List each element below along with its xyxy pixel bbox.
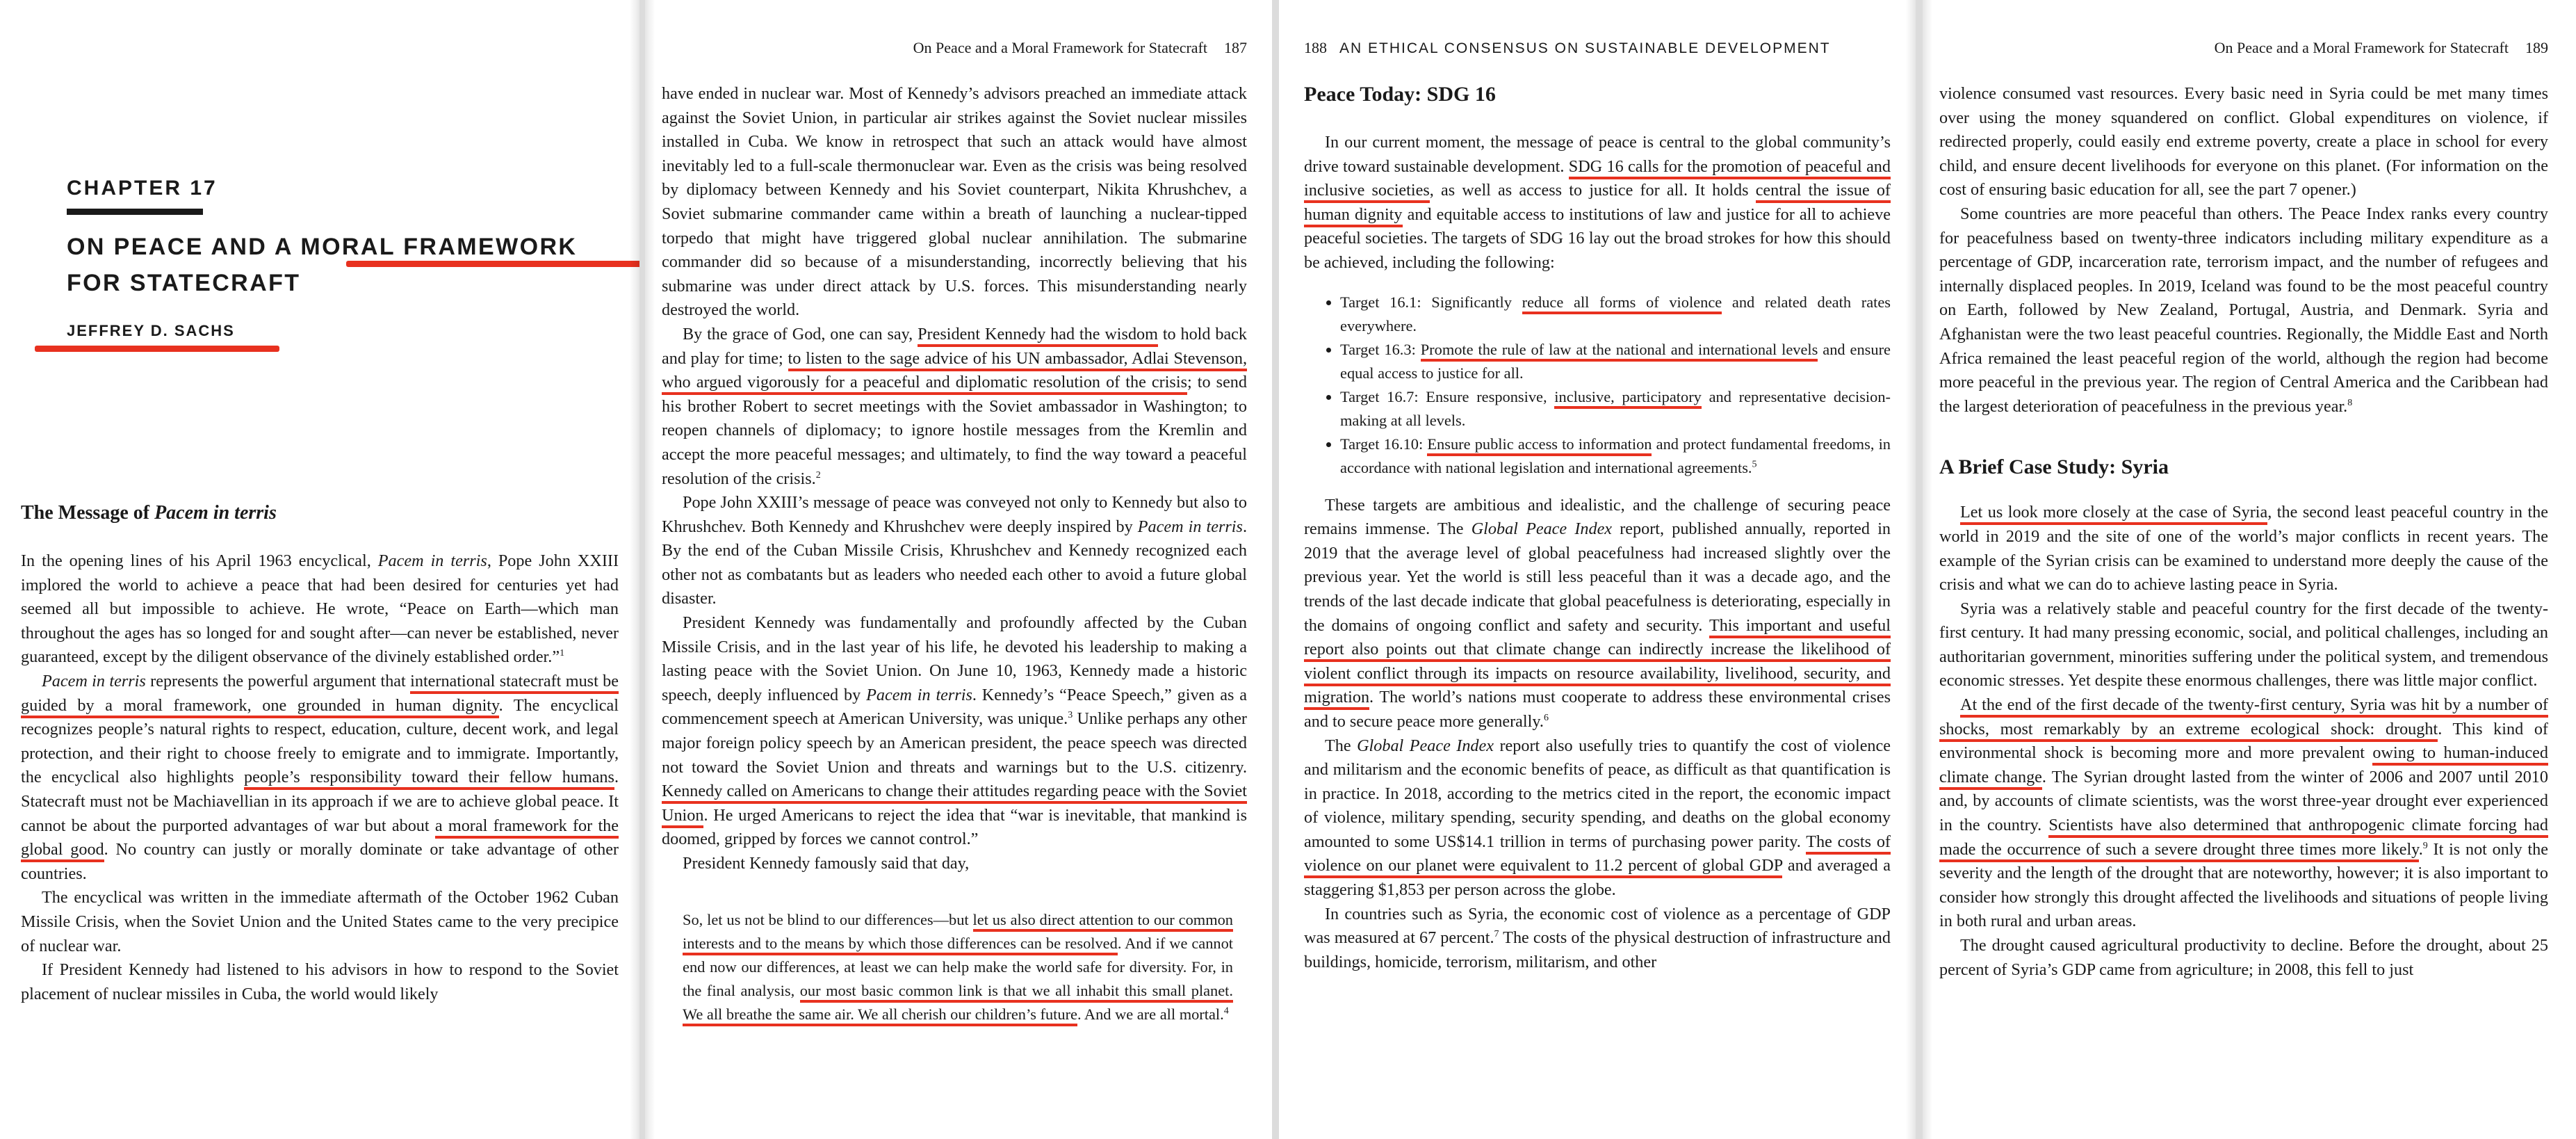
paragraph: If President Kennedy had listened to his advisors in how to respond to the Soviet placement of nuclear missiles in Cuba, the world would likely xyxy=(21,960,619,1003)
italic-text: Pacem in terris xyxy=(866,685,972,704)
author-highlight-underline xyxy=(35,346,279,352)
text-run: . The world’s nations must cooperate to address these environmental crises and to secure peace more generally. xyxy=(1304,688,1891,731)
paragraph xyxy=(1304,494,1891,734)
footnote-marker: 5 xyxy=(1752,459,1757,470)
text-run: . Kennedy’s “Peace Speech,” given as a commencement speech at American University, was unique. xyxy=(662,685,1248,729)
chapter-title xyxy=(67,229,619,301)
text-run: report, published annually, reported in 2019 that the average level of global peacefulness had increased slightly over the previous year. Yet the world is still less peaceful than it was a decade ago, and the trends of the last decade indicate that global peacefulness is deteriorating, especially in the domains of ongoing conflict and safety and security. xyxy=(1304,519,1891,635)
underlined-text: Let us look more closely at the case of Syria xyxy=(1960,503,2267,525)
text-run: Some countries are more peaceful than others. The Peace Index ranks every country for peacefulness based on twenty-three indicators including military expenditure as a percentage of GDP, incarceration rate, terrorism impact, and the number of refugees and internally displaced peoples. In 2019, Iceland was found to be the most peaceful country on Earth, followed by New Zealand, Portugal, Austria, and Denmark. Syria and Afghanistan were the two least peaceful countries. Regionally, the Middle East and North Africa remained the least peaceful region of the world, although the region had become more peaceful in the previous year. The region of Central America and the Caribbean had the largest deterioration of peacefulness in the previous year. xyxy=(1939,204,2548,416)
section-heading: Peace Today: SDG 16 xyxy=(1304,83,1496,106)
list-item xyxy=(1340,338,1891,385)
italic-text: Global Peace Index xyxy=(1357,736,1494,755)
running-head xyxy=(1304,35,1891,61)
text-run: , the second least peaceful country in the world in 2019 and the site of one of the world’s major conflicts in recent years. The example of the Syrian crisis can be examined to understand more deeply the cause of the crisis and what we can do to achieve lasting peace in Syria. xyxy=(1939,503,2548,595)
text-run: Unlike perhaps any other major foreign policy speech by an American president, the peace speech was directed not toward the Soviet Union and threats and warnings but to the U.S. citizenry. xyxy=(662,709,1247,777)
underlined-text: Scientists have also determined that anthropogenic climate forcing had made the occurrence of such a severe drought three times more likely xyxy=(1939,816,2548,862)
text-run: Pope John XXIII’s message of peace was conveyed not only to Kennedy but also to Khrushchev. Both Kennedy and Khrushchev were deeply inspired by xyxy=(662,493,1247,536)
chapter-label: CHAPTER 17 xyxy=(67,177,218,200)
paragraph xyxy=(21,549,619,670)
chapter-author: JEFFREY D. SACHS xyxy=(67,322,235,339)
underlined-text: The costs of violence on our planet were equivalent to 11.2 percent of global GDP xyxy=(1304,832,1891,879)
title-highlight-underline xyxy=(346,261,639,267)
underlined-text: At the end of the first decade of the twenty-first century, Syria was hit by a number of shocks, most remarkably by an extreme ecological shock: drought xyxy=(1939,695,2548,742)
paragraph xyxy=(662,323,1247,491)
section-heading xyxy=(21,501,619,526)
list-item xyxy=(1340,291,1891,338)
paragraph xyxy=(1939,693,2548,934)
text-run: , Pope John XXIII implored the world to achieve a peace that had been desired for centuries yet had seemed all but impossible to achieve. He wrote, “Peace on Earth—which man throughout the ages has so longed for and sought after—can never be established, never guaranteed, except by the diligent observance of the divinely established order.” xyxy=(21,551,619,667)
paragraph xyxy=(662,491,1247,611)
block-quote xyxy=(683,908,1233,1026)
text-run: The xyxy=(1325,736,1358,755)
page-1 xyxy=(0,0,639,1139)
underlined-text: Promote the rule of law at the national and international levels xyxy=(1421,341,1818,362)
text-run: The costs of the physical destruction of infrastructure and buildings, homicide, terrorism, militarism, and other xyxy=(1304,928,1891,971)
chapter-title-line-2: FOR STATECRAFT xyxy=(67,270,301,296)
underlined-text: SDG 16 calls for the promotion of peaceful and inclusive societies xyxy=(1304,157,1891,204)
text-run: . This kind of environmental shock is becoming more and more prevalent xyxy=(1939,719,2548,763)
paragraph xyxy=(1939,202,2548,419)
underlined-text: owing to human-induced climate change xyxy=(1939,743,2548,790)
list-item xyxy=(1340,385,1891,433)
text-run: Target 16.10: xyxy=(1340,435,1428,453)
sdg-target-list xyxy=(1304,291,1891,480)
italic-text: Pacem in terris xyxy=(42,671,146,690)
text-run: Target 16.3: xyxy=(1340,340,1421,358)
italic-text: Pacem in terris xyxy=(377,551,487,570)
footnote-marker: 4 xyxy=(1223,1005,1229,1017)
footnote-marker: 9 xyxy=(2422,840,2428,851)
footnote-marker: 7 xyxy=(1494,929,1499,940)
running-head-title: On Peace and a Moral Framework for Statecraft xyxy=(913,39,1207,56)
text-run: and related death rates everywhere. xyxy=(1340,293,1891,334)
text-run: Target 16.1: Significantly xyxy=(1340,293,1522,311)
paragraph xyxy=(1939,501,2548,597)
text-run: . Statecraft must not be Machiavellian in its approach if we are to achieve global peace. It cannot be about the purported advantages of war but about xyxy=(21,768,619,835)
page-4 xyxy=(1923,0,2576,1139)
page-number: 188 xyxy=(1304,39,1327,56)
paragraph xyxy=(1304,131,1891,275)
text-run: and protect fundamental freedoms, in accordance with national legislation and international agreements. xyxy=(1340,435,1891,476)
text-run: ; to send his brother Robert to secret meetings with the Soviet ambassador in Washington; to reopen channels of diplomacy; to ignore hostile messages from the Kremlin and accept the more peaceful messages; and ultimately, to find the way toward a peaceful resolution of the crisis. xyxy=(662,373,1247,488)
text-run: represents the powerful argument that xyxy=(145,671,411,690)
running-head xyxy=(1939,35,2548,61)
quote-paragraph xyxy=(683,908,1233,1026)
text-run: President Kennedy was fundamentally and profoundly affected by the Cuban Missile Crisis, and in the last year of his life, he devoted his leadership to making a lasting peace with the Soviet Union. On June 10, 1963, Kennedy made a historic speech, deeply influenced by xyxy=(662,613,1247,704)
underlined-text: our most basic common link is that we all inhabit this small planet. We all breathe the same air. We all cherish our children’s future xyxy=(683,982,1233,1026)
underlined-text: President Kennedy had the wisdom xyxy=(918,325,1158,347)
text-run: . He urged Americans to reject the idea that “war is inevitable, that mankind is doomed, gripped by forces we cannot control.” xyxy=(662,805,1247,849)
text-run: . And if we cannot end now our differences, at least we can help make the world safe for diversity. For, in the final analysis, xyxy=(683,934,1234,999)
paragraph xyxy=(1304,734,1891,903)
paragraph: President Kennedy famously said that day, xyxy=(683,854,970,873)
footnote-marker: 8 xyxy=(2347,397,2353,408)
paragraph: The encyclical was written in the immediate aftermath of the October 1962 Cuban Missile Crisis, when the Soviet Union and the United States came to the very precipice of nuclear war. xyxy=(21,888,619,955)
underlined-text: a moral framework for the global good xyxy=(21,816,619,863)
underlined-text: people’s responsibility toward their fellow humans xyxy=(244,768,614,790)
footnote-marker: 2 xyxy=(815,469,821,480)
list-item xyxy=(1340,433,1891,480)
text-run: and averaged a staggering $1,853 per person across the globe. xyxy=(1304,856,1891,900)
running-head xyxy=(662,35,1247,61)
text-run: . The Syrian drought lasted from the winter of 2006 and 2007 until 2010 and, by accounts of climate scientists, was the worst three-year drought ever experienced in the country. xyxy=(1939,767,2548,835)
text-run: to hold back and play for time; xyxy=(662,324,1248,368)
text-run: and representative decision-making at all levels. xyxy=(1340,387,1891,429)
underlined-text: reduce all forms of violence xyxy=(1522,293,1722,314)
text-run: It is not only the severity and the length of the drought that are noteworthy, however; it is also important to consider how strongly this drought affected the livelihoods and situations of people living in both rural and urban areas. xyxy=(1939,839,2548,931)
underlined-text: Kennedy called on Americans to change their attitudes regarding peace with the Soviet Union xyxy=(662,782,1247,828)
paragraph xyxy=(662,611,1247,852)
underlined-text: let us also direct attention to our common interests and to the means by which those differences can be resolved xyxy=(683,911,1233,955)
underlined-text: international statecraft must be guided by a moral framework, one grounded in human dignity xyxy=(21,672,619,718)
underlined-text: to listen to the sage advice of his UN ambassador, Adlai Stevenson, who argued vigorously for a peaceful and diplomatic resolution of the crisis xyxy=(662,349,1247,396)
text-run: . By the end of the Cuban Missile Crisis, Khrushchev and Kennedy recognized each other not as combatants but as leaders who needed each other to avoid a future global disaster. xyxy=(662,517,1247,608)
underlined-text: This important and useful report also points out that climate change can indirectly increase the likelihood of violent conflict through its impacts on resource availability, livelihood, security, and migration xyxy=(1304,616,1891,711)
text-run: . The encyclical recognizes people’s natural rights to respect, education, culture, decent work, and legal protection, and their right to choose freely to emigrate and to immigrate. Importantly, the encyclical also highlights xyxy=(21,695,619,787)
text-run: In our current moment, the message of peace is central to the global community’s drive toward sustainable development. xyxy=(1304,133,1891,176)
text-run: In the opening lines of his April 1963 encyclical, xyxy=(21,551,378,570)
text-run: , as well as access to justice for all. It holds xyxy=(1429,181,1756,200)
chapter-rule xyxy=(67,209,203,215)
running-head-title: On Peace and a Moral Framework for Statecraft xyxy=(2214,39,2509,56)
text-run: In countries such as Syria, the economic cost of violence as a percentage of GDP was measured at 67 percent. xyxy=(1304,904,1891,948)
underlined-text: inclusive, participatory xyxy=(1554,388,1702,409)
underlined-text: central the issue of human dignity xyxy=(1304,181,1891,227)
paragraph xyxy=(21,670,619,886)
text-run: . xyxy=(2418,839,2423,859)
footnote-marker: 1 xyxy=(560,648,565,659)
italic-text: Pacem in terris xyxy=(1137,517,1243,536)
footnote-marker: 6 xyxy=(1543,712,1549,723)
text-run: . No country can justly or morally dominate or take advantage of other countries. xyxy=(21,840,619,883)
text-run: So, let us not be blind to our differences—but xyxy=(683,910,973,928)
paragraph: have ended in nuclear war. Most of Kennedy’s advisors preached an immediate attack against the Soviet Union, in particular air strikes against the Soviet nuclear missiles installed in Cuba. We know in retrospect that such an attack would have almost inevitably led to a full-scale thermonuclear war. Even as the crisis was being resolved by diplomacy between Kennedy and his Soviet counterpart, Nikita Khrushchev, a Soviet submarine commander came within a breath of launching a nuclear-tipped torpedo that might have triggered global nuclear annihilation. The submarine commander did so because of a misunderstanding, incorrectly believing that his submarine was under direct attack by U.S. forces. This misunderstanding nearly destroyed the world. xyxy=(662,84,1247,320)
paragraph: violence consumed vast resources. Every basic need in Syria could be met many times over using the money squandered on conflict. Global expenditures on violence, if redirected properly, could easily end extreme poverty, create a place in school for every child, and ensure decent livelihoods for everyone on this planet. (For information on the cost of ensuring basic education for all, see the part 7 opener.) xyxy=(1939,84,2548,200)
paragraph: The drought caused agricultural productivity to decline. Before the drought, about 25 percent of Syria’s GDP came from agriculture; in 2008, this fell to just xyxy=(1939,936,2548,979)
page-3 xyxy=(1279,0,1916,1139)
text-run: By the grace of God, one can say, xyxy=(683,324,918,344)
text-run: Target 16.7: Ensure responsive, xyxy=(1340,387,1555,405)
text-run: . And we are all mortal. xyxy=(1077,1005,1224,1023)
paragraph xyxy=(1304,903,1891,975)
italic-text: Global Peace Index xyxy=(1471,519,1613,539)
section-heading-text: The Message of xyxy=(21,502,155,524)
page-2 xyxy=(645,0,1272,1139)
paragraph: Syria was a relatively stable and peaceful country for the first decade of the twenty-first century. It had many pressing economic, social, and political challenges, including an authoritarian government, minorities suffering under the political system, and tremendous economic stresses. Yet despite these enormous challenges, there was little major conflict. xyxy=(1939,599,2548,690)
underlined-text: Ensure public access to information xyxy=(1427,435,1652,456)
text-run: and equitable access to institutions of law and justice for all to achieve peaceful societies. The targets of SDG 16 lay out the broad strokes for how this should be achieved, including the following: xyxy=(1304,204,1891,272)
section-heading-italic: Pacem in terris xyxy=(154,502,277,524)
page-number: 189 xyxy=(2525,39,2548,56)
section-heading: A Brief Case Study: Syria xyxy=(1939,455,2169,479)
running-head-title: AN ETHICAL CONSENSUS ON SUSTAINABLE DEVELOPMENT xyxy=(1339,40,1831,56)
page-number: 187 xyxy=(1224,39,1247,56)
chapter-title-line-1: ON PEACE AND A MORAL FRAMEWORK xyxy=(67,234,578,260)
text-run: and ensure equal access to justice for all. xyxy=(1340,340,1891,382)
text-run: These targets are ambitious and idealistic, and the challenge of securing peace remains immense. The xyxy=(1304,495,1891,539)
text-run: report also usefully tries to quantify the cost of violence and militarism and the economic benefits of peace, as difficult as that quantification is in practice. In 2018, according to the metrics cited in the report, the economic impact of violence, military spending, security spending, and deaths on the global economy amounted to some US$14.1 trillion in terms of purchasing power parity. xyxy=(1304,736,1891,851)
footnote-marker: 3 xyxy=(1068,710,1073,721)
